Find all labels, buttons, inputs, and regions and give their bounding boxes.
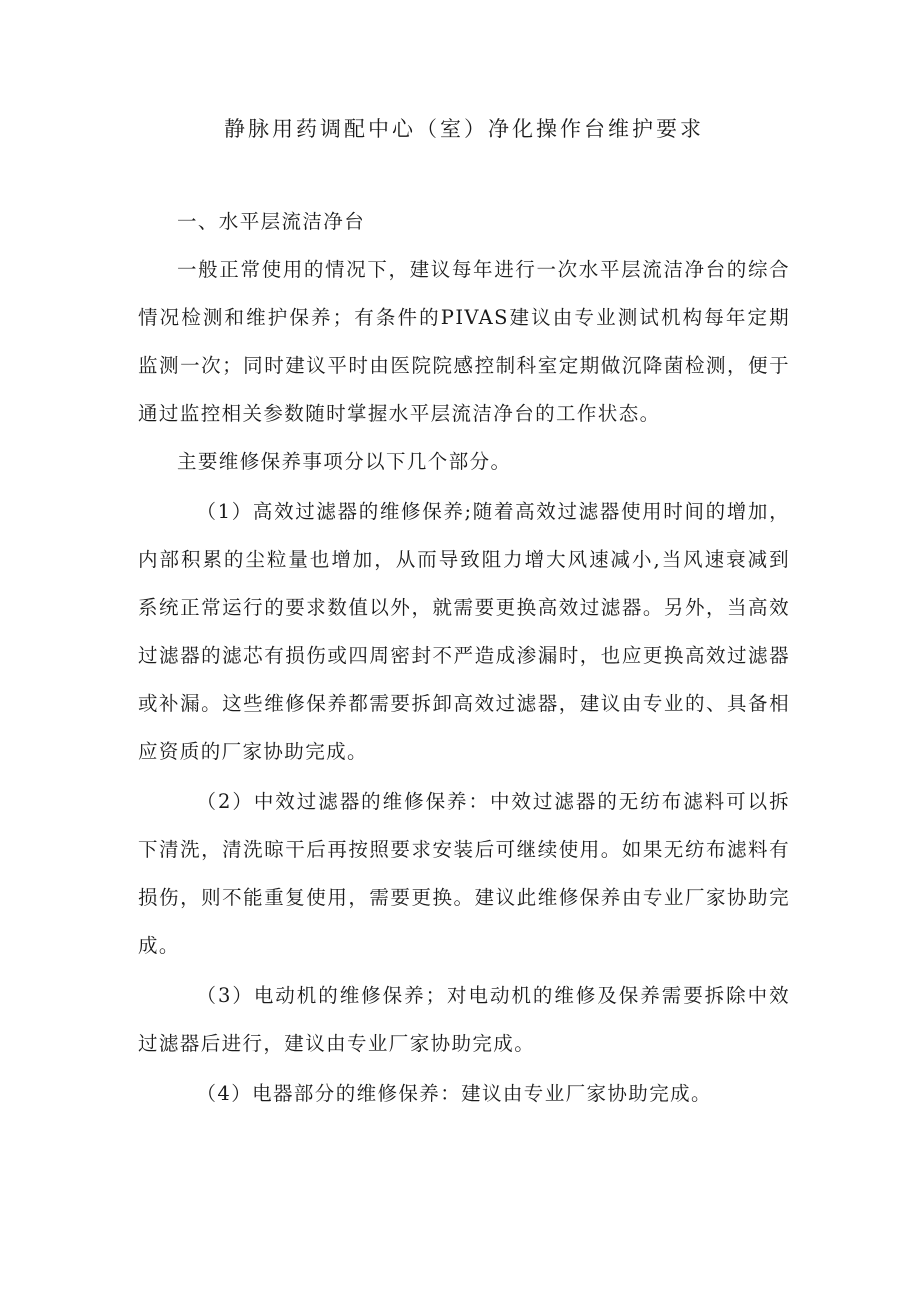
item-hepa-filter: （1）高效过滤器的维修保养;随着高效过滤器使用时间的增加，内部积累的尘粒量也增加，从而导致阻力增大风速减小,当风速衰减到系统正常运行的要求数值以外，就需要更换高效过滤器。另外，当高效过滤器的滤芯有损伤或四周密封不严造成渗漏时，也应更换高效过滤器或补漏。这些维修保养都需要拆卸高效过滤器，建议由专业的、具备相应资质的厂家协助完成。 bbox=[138, 500, 790, 763]
item-motor: （3）电动机的维修保养；对电动机的维修及保养需要拆除中效过滤器后进行，建议由专业厂家协助完成。 bbox=[138, 984, 790, 1055]
page-title: 静脉用药调配中心（室）净化操作台维护要求 bbox=[224, 117, 704, 141]
section-heading: 一、水平层流洁净台 bbox=[177, 210, 366, 233]
paragraph-overview: 一般正常使用的情况下，建议每年进行一次水平层流洁净台的综合情况检测和维护保养；有条件的PIVAS建议由专业测试机构每年定期监测一次；同时建议平时由医院院感控制科室定期做沉降菌检测，便于通过监控相关参数随时掌握水平层流洁净台的工作状态。 bbox=[138, 258, 790, 425]
paragraph-main-items: 主要维修保养事项分以下几个部分。 bbox=[177, 450, 512, 473]
item-electrical: （4）电器部分的维修保养：建议由专业厂家协助完成。 bbox=[196, 1082, 712, 1105]
item-medium-filter: （2）中效过滤器的维修保养：中效过滤器的无纺布滤料可以拆下清洗，清洗晾干后再按照要求安装后可继续使用。如果无纺布滤料有损伤，则不能重复使用，需要更换。建议此维修保养由专业厂家协助完成。 bbox=[138, 790, 790, 957]
document-body bbox=[138, 198, 790, 1118]
